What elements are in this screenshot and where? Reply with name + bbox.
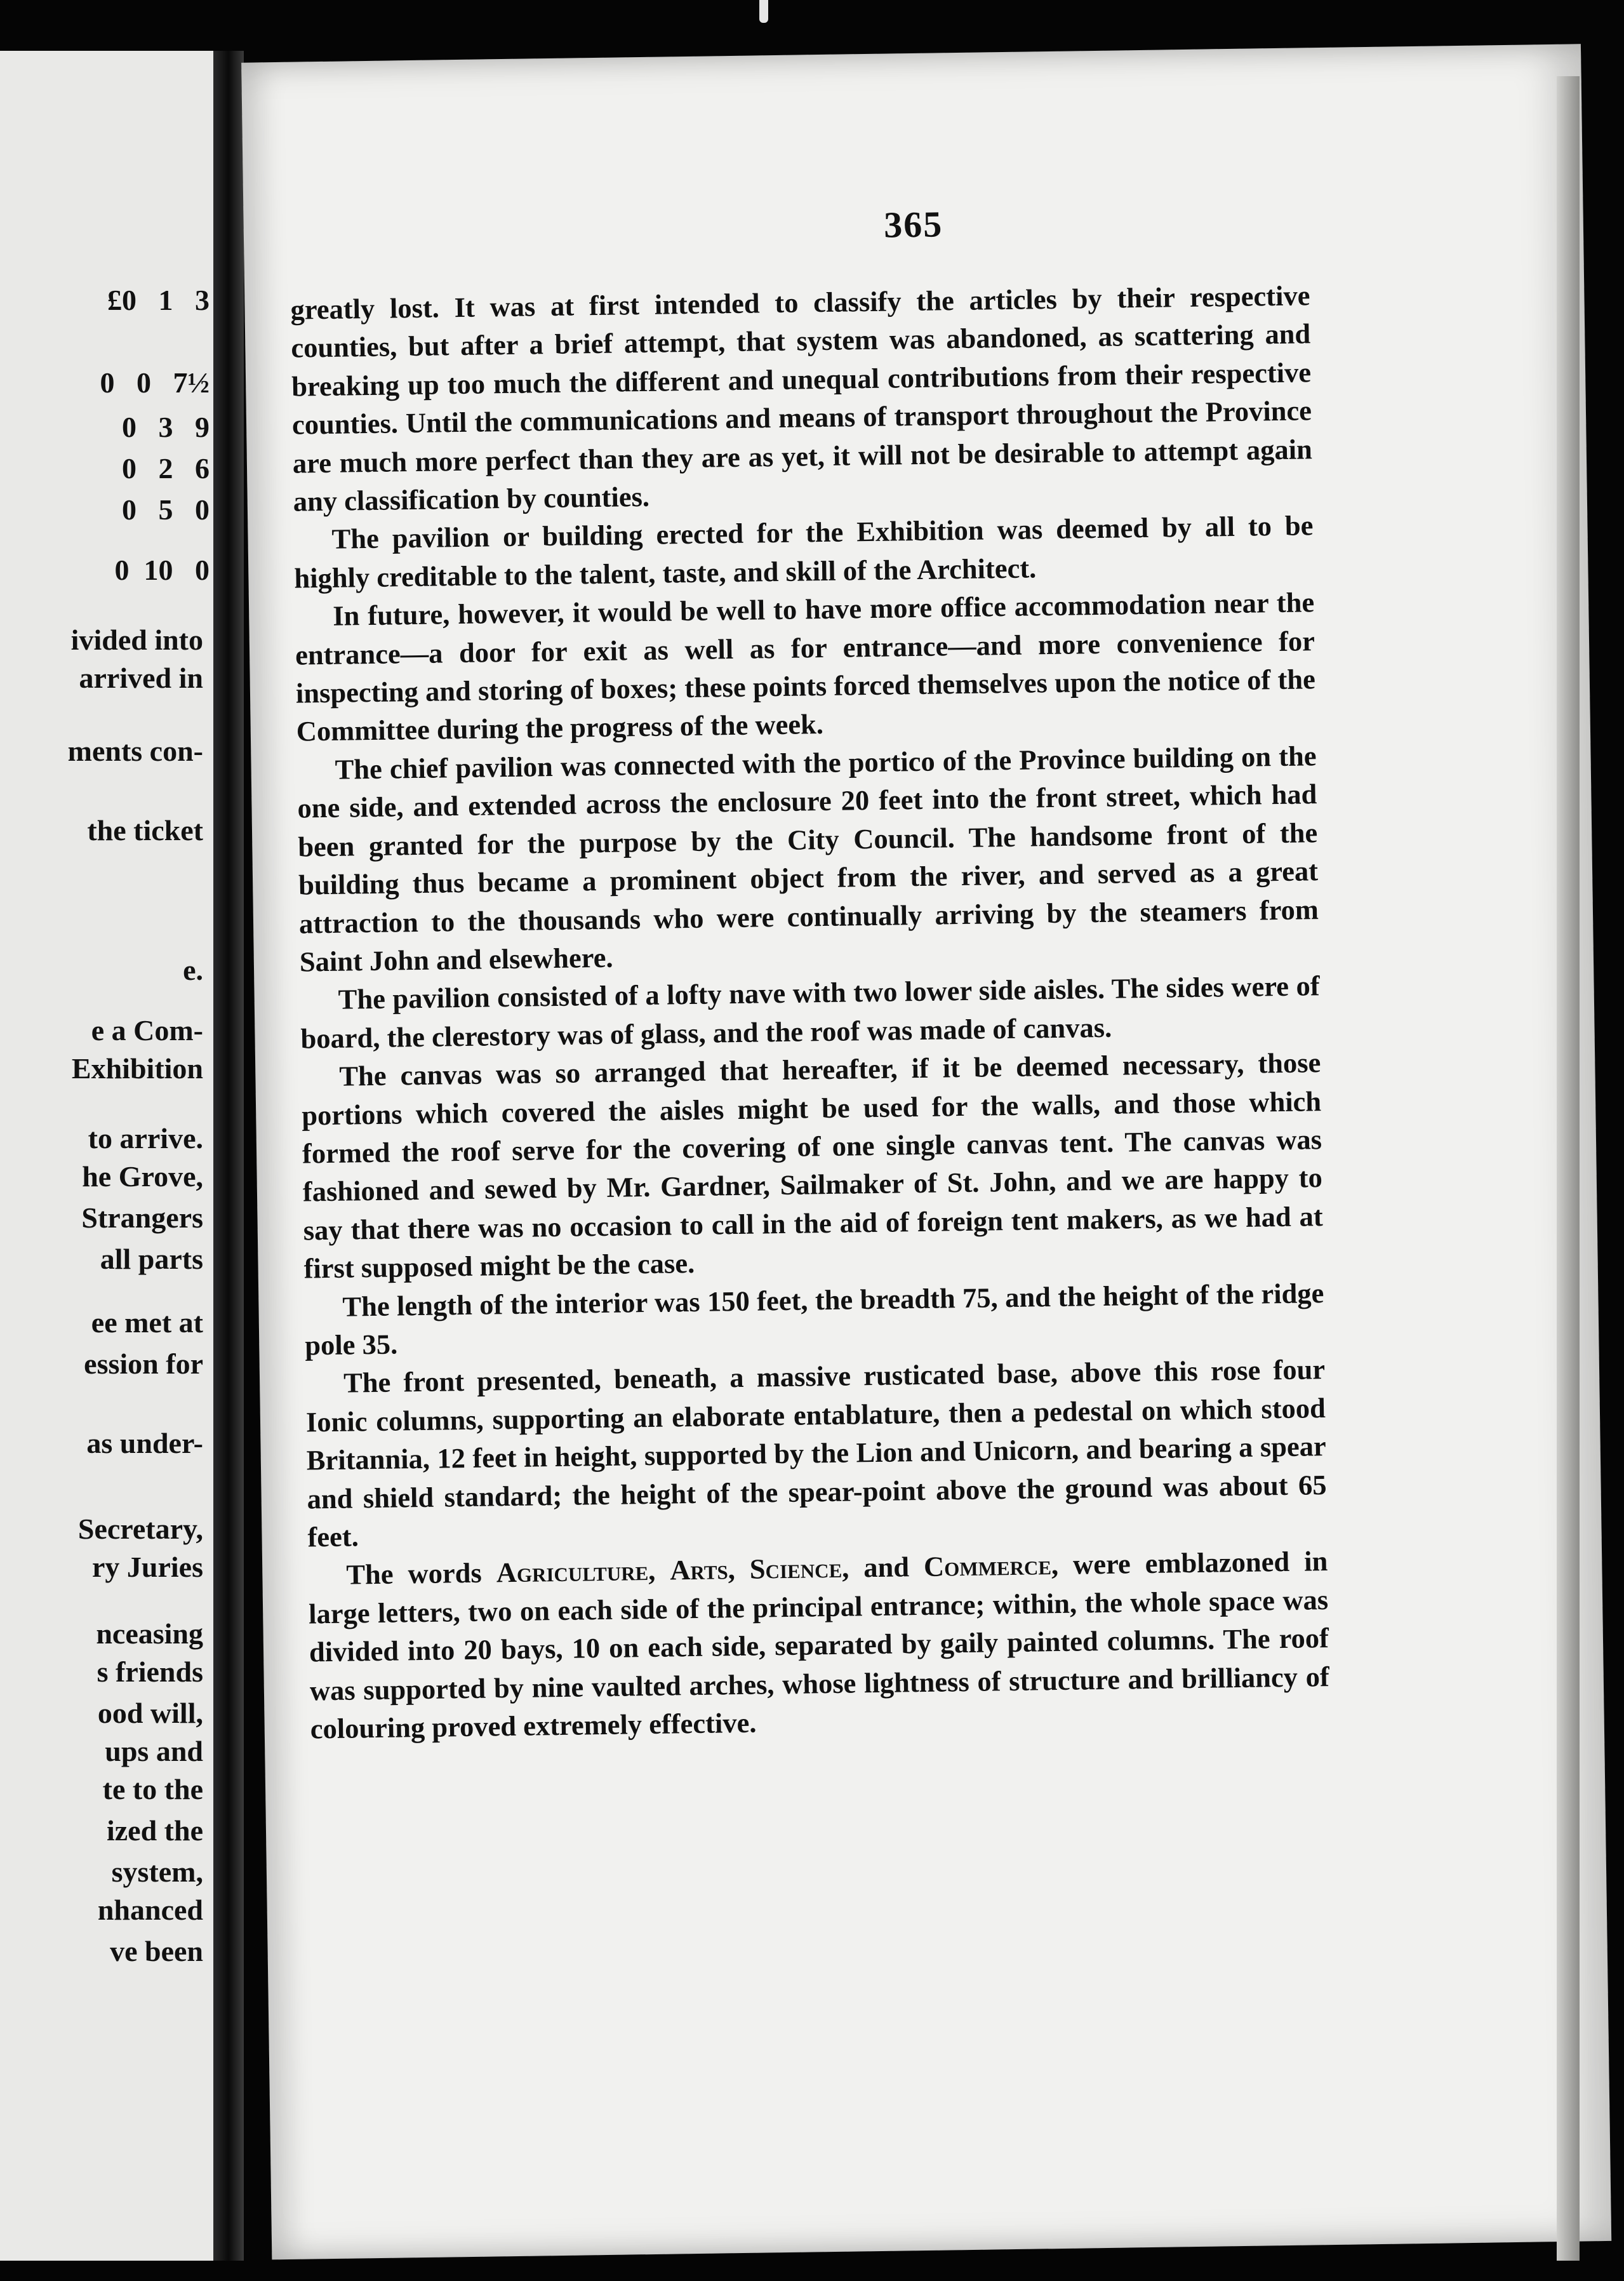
small-caps-word: Agriculture <box>496 1555 649 1589</box>
text-run: , <box>728 1553 750 1586</box>
text-run: , were emblazoned in large letters, two on each side of the principal entrance; within, the whole space was divided into 20 bays, 10 on each side, separated by gaily painted columns. The roof was supported by nine vaulted arches, whose lightness of structure and brilliancy of colouring proved extremely effective. <box>308 1545 1330 1745</box>
left-page-text-fragment: nceasing <box>96 1617 203 1650</box>
left-page-text-fragment: ee met at <box>91 1306 203 1339</box>
top-edge-mark <box>759 0 768 23</box>
left-page-text-fragment: ized the <box>106 1814 203 1847</box>
left-page-text-fragment: Exhibition <box>71 1052 203 1085</box>
small-caps-word: Arts <box>670 1553 729 1586</box>
paragraph: The front presented, beneath, a massive rusticated base, above this rose four Ionic columns, supporting an elaborate entablature, then a pedestal on which stood Britannia, 12 feet in height, supported by the Lion and Unicorn, and bearing a spear and shield standard; the height of the spear-point above the ground was about 65 feet. <box>305 1353 1327 1553</box>
left-page-text-fragment: Strangers <box>81 1201 203 1234</box>
left-page-text-fragment: Secretary, <box>77 1513 203 1545</box>
left-page-text-fragment: s friends <box>97 1656 203 1688</box>
left-page-text-fragment: 0 5 0 <box>122 493 210 526</box>
left-page-text-fragment: ups and <box>105 1735 203 1767</box>
paragraph: The canvas was so arranged that hereafter, if it be deemed necessary, those portions which covered the aisles might be used for the walls, and those which formed the roof serve for the covering of one single canvas tent. The canvas was fashioned and sewed by Mr. Gardner, Sailmaker of St. John, and we are happy to say that there was no occasion to call in the aid of foreign tent makers, as we had at first supposed might be the case. <box>301 1047 1323 1285</box>
paragraph: The pavilion consisted of a lofty nave with two lower side aisles. The sides were of board, the clerestory was of glass, and the roof was made of canvas. <box>300 970 1320 1055</box>
left-page-text-fragment: £0 1 3 <box>107 284 210 316</box>
left-page-text-fragment: 0 3 9 <box>122 411 210 443</box>
left-page-text-fragment: e a Com- <box>91 1014 203 1047</box>
left-page-text-fragment: as under- <box>86 1427 203 1459</box>
paragraph-last <box>308 1542 1330 1748</box>
left-page-text-fragment: 0 10 0 <box>114 554 210 586</box>
paragraph: The length of the interior was 150 feet, the breadth 75, and the height of the ridge pole 35. <box>304 1276 1324 1361</box>
text-run: , and <box>841 1551 924 1584</box>
left-page-text-fragment: ments con- <box>67 735 203 767</box>
left-page-text-fragment: ry Juries <box>91 1551 203 1583</box>
left-page-text-fragment: ood will, <box>97 1697 203 1729</box>
left-page-text-fragment: te to the <box>102 1773 203 1805</box>
left-page-text-fragment: all parts <box>100 1243 203 1275</box>
paragraph: The pavilion or building erected for the Exhibition was deemed by all to be highly creditable to the talent, taste, and skill of the Architect. <box>294 509 1314 594</box>
text-run: , <box>648 1554 670 1587</box>
left-page-text-fragment: e. <box>183 954 203 986</box>
left-page-text-fragment: 0 0 7½ <box>100 366 210 399</box>
text-run: The words <box>346 1556 497 1591</box>
left-page-text-fragment: the ticket <box>87 814 203 846</box>
left-page-text-fragment: arrived in <box>79 662 203 694</box>
paragraph: In future, however, it would be well to have more office accommodation near the entrance—a door for exit as well as for entrance—and more convenience for inspecting and storing of boxes; these points forced themselves upon the notice of the Committee during the progress of the week. <box>295 586 1316 748</box>
previous-page-fragment <box>0 51 216 2261</box>
page-number: 365 <box>883 203 943 246</box>
paragraph: The chief pavilion was connected with the portico of the Province building on the one side, and extended across the enclosure 20 feet into the front street, which had been granted for the purpose by the City Council. The handsome front of the building thus became a prominent object from the river, and served as a great attraction to the thousands who were continually arriving by the steamers from Saint John and elsewhere. <box>297 740 1319 978</box>
left-page-text-fragment: he Grove, <box>82 1160 203 1193</box>
paragraph: greatly lost. It was at first intended to classify the articles by their respective counties, but after a brief attempt, that system was abandoned, as scattering and breaking up too much the different and unequal contributions from their respective counties. Until the communications and means of transport throughout the Province are much more perfect than they are as yet, it will not be desirable to attempt again any classification by counties. <box>290 279 1313 518</box>
left-page-text-fragment: ve been <box>110 1935 203 1967</box>
left-page-text-fragment: to arrive. <box>88 1122 203 1154</box>
left-page-text-fragment: nhanced <box>97 1894 203 1926</box>
small-caps-word: Commerce <box>923 1549 1052 1583</box>
left-page-text-fragment: 0 2 6 <box>122 452 210 485</box>
left-page-text-fragment: ession for <box>84 1348 203 1380</box>
left-page-text-fragment: ivided into <box>70 624 203 656</box>
page-body-text <box>290 276 1330 1748</box>
small-caps-word: Science <box>749 1552 842 1586</box>
left-page-text-fragment: system, <box>111 1856 203 1888</box>
page-stack-edge <box>1557 76 1580 2261</box>
book-gutter <box>213 51 244 2261</box>
book-page <box>241 44 1611 2259</box>
